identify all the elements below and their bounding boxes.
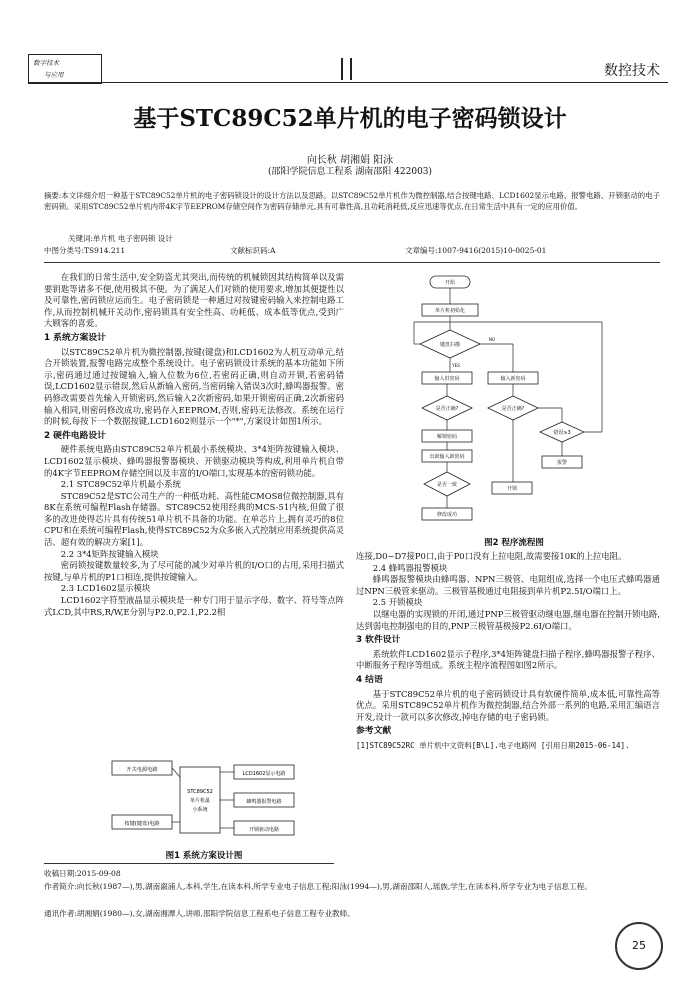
flow-start: 开始 (444, 280, 456, 286)
flow-yes: YES (452, 363, 460, 368)
section-paragraph: 基于STC89C52单片机的电子密码锁设计具有软硬件简单,成本低,可靠性高等优点。采用STC89C52单片机作为微控制器,结合外部一系列的电路,采用汇编语言开发,设计一款可以多次修改,掉电存储的电子密码锁。 (356, 688, 660, 722)
system-diagram (110, 757, 298, 845)
flow-unlock: 开锁 (506, 486, 518, 492)
subsection-heading: 2.1 STC89C52单片机最小系统 (60, 479, 181, 490)
flow-save: 修改成功 (436, 512, 458, 518)
section-paragraph: 密码锁按键数量较多,为了尽可能的减少对单片机的I/O口的占用,采用扫描式按键,与单片机的P1口相连,提供按键输入。 (44, 560, 344, 582)
unlock-label: 开锁驱动电路 (248, 827, 280, 833)
flow-input-pwd: 输入旧密码 (434, 376, 460, 382)
corresponding-author: 通讯作者:胡湘娟(1980—),女,湖南湘潭人,讲师,邵阳学院信息工程系电子信息工程专业教师。 (44, 909, 355, 918)
section-paragraph: 以继电器的实现锁的开闭,通过PNP三极管驱动继电器,继电器在控制开锁电路,达到弱电控制强电的目的,PNP三极管基极接P2.6I/O端口。 (356, 608, 660, 631)
section-title: 数控技术 (604, 63, 660, 79)
section-paragraph: 系统软件LCD1602显示子程序,3*4矩阵键盘扫描子程序,蜂鸣器报警子程序、中断服务子程序等组成。系统主程序流程图如图2所示。 (356, 648, 660, 671)
meta-rule (44, 262, 660, 263)
flow-pwd-ok-2: 是否正确? (501, 406, 525, 412)
buzzer-label: 蜂鸣器报警电路 (246, 799, 282, 805)
section-paragraph: 以STC89C52单片机为微控制器,按键(键盘)和LCD1602为人机互动单元,结合开锁装置,报警电路完成整个系统设计。电子密码锁设计系统的基本功能如下所示,密码通过通过按键输入,输入位数为6位,若密码正确,则自动开锁,若密码错误,LCD1602显示错误,然后从新输入密码,当密码输入错误3次时,蜂鸣器报警。密码修改需要首先输入开锁密码,然后输入2次新密码,如果开锁密码正确,2次新密码输入相同,则密码修改成功,密码存入EEPROM,否则,密码无法修改。系统在运行的时候,每按下一个数据按键,LCD1602则显示一个"*",方案设计如图1所示。 (44, 346, 344, 427)
received-date: 收稿日期:2015-09-08 (44, 869, 121, 878)
article-number: 文章编号:1007-9416(2015)10-0025-01 (405, 246, 547, 255)
subsection-heading: 2.3 LCD1602显示模块 (60, 583, 151, 594)
journal-logo-line1: 数字技术 (33, 59, 59, 67)
page-number: 25 (615, 922, 663, 970)
section-heading: 1 系统方案设计 (44, 332, 106, 343)
reference-item: [1]STC89C52RC 单片机中文资料[B\L].电子电路网 [引用日期2015-06-14]. (356, 740, 630, 750)
keypad-label: 按键(键盘)电路 (124, 821, 160, 827)
flow-count: 错误≥3 (553, 430, 571, 436)
program-flowchart (412, 272, 616, 530)
flow-init: 单片机初始化 (434, 308, 466, 314)
intro-paragraph: 在我们的日常生活中,安全防盗尤其突出,而传统的机械锁因其结构简单以及需要钥匙等诸多不便,使用极其不便。为了满足人们对锁的使用要求,增加其便捷性以及可靠性,密码锁应运而生。电子密码锁是一种通过对按键密码输入来控制电路工作,从而控制机械开关动作,密码锁具有安全性高、功耗低、成本低等优点,受到广大顾客的喜爱。 (44, 272, 344, 329)
section-paragraph: 蜂鸣器报警模块由蜂鸣器、NPN三极管、电阻组成,选择一个电压式蜂鸣器通过NPN三极管来驱动。三极管基极通过电阻接到单片机P2.5I/O端口上。 (356, 574, 660, 596)
flow-no: NO (488, 337, 496, 342)
figure-1-caption: 图1 系统方案设计图 (165, 851, 243, 861)
section-paragraph: LCD1602字符型液晶显示模块是一种专门用于显示字母、数字、符号等点阵式LCD,其中RS,R/W,E分别与P2.0,P2.1,P2.2相 (44, 595, 344, 617)
clc-number: 中图分类号:TS914.211 (44, 246, 126, 255)
subsection-heading: 2.5 开锁模块 (372, 597, 423, 608)
authors: 向长秋 胡湘娟 阳泳 (306, 155, 394, 166)
paper-title: 基于STC89C52单片机的电子密码锁设计 (133, 105, 567, 132)
mcu-label-3: 小系统 (192, 807, 208, 813)
section-heading: 3 软件设计 (356, 635, 401, 646)
author-bio: 作者简介:向长秋(1987—),男,湖南溆浦人,本科,学生,在读本科,所学专业电子信息工程;阳泳(1994—),男,湖南邵阳人,瑶族,学生,在读本科,所学专业为电子信息工程。 (44, 882, 592, 891)
left-column (44, 272, 344, 618)
footnote-rule (44, 863, 334, 864)
mcu-label-1: STC89C52 (187, 789, 213, 795)
keywords: 关键词:单片机 电子密码锁 设计 (68, 234, 173, 243)
header-rule (28, 82, 668, 83)
figure-2-caption: 图2 程序流程图 (484, 538, 544, 548)
subsection-heading: 2.2 3*4矩阵按键输入模块 (60, 548, 159, 559)
lcd-label: LCD1602显示电路 (242, 771, 286, 777)
document-code: 文献标识码:A (230, 246, 276, 255)
header-divider (350, 58, 352, 80)
continued-paragraph: 连接,D0~D7接P0口,由于P0口没有上拉电阻,故需要接10K的上拉电阻。 (356, 551, 627, 561)
flow-same: 是否一致 (436, 482, 458, 488)
section-paragraph: 硬件系统电路由STC89C52单片机最小系统模块、3*4矩阵按键输入模块、LCD1602显示模块、蜂鸣器报警器模块、开锁驱动模块等构成,利用单片机自带的4K字节EEPROM存储空间以及丰富的I/O端口,实现基本的密码锁功能。 (44, 444, 344, 478)
subsection-heading: 2.4 蜂鸣器报警模块 (372, 562, 448, 573)
header-divider (341, 58, 343, 80)
section-paragraph: STC89C52是STC公司生产的一种低功耗、高性能CMOS8位微控制器,具有8K在系统可编程Flash存储器。STC89C52使用经典的MCS-51内核,但做了很多的改进使得芯片具有传统51单片机不具备的功能。在单芯片上,拥有灵巧的8位CPU和在系统可编程Flash,使得STC89C52为众多嵌入式控制应用系统提供高灵活、超有效的解决方案[1]。 (44, 490, 344, 548)
flow-store: 出新输入新密码 (429, 454, 465, 460)
switch-label: 开关电源电路 (126, 767, 158, 773)
mcu-label-2: 单片机最 (189, 798, 211, 804)
journal-logo-line2: 与应用 (44, 71, 64, 79)
flow-input-new: 输入新密码 (500, 376, 526, 382)
flow-key-scan: 键盘扫描 (439, 342, 461, 348)
abstract: 摘要:本文详细介绍一种基于STC89C52单片机的电子密码锁设计的设计方法以及思路。以STC89C52单片机作为微控制器,结合按键电路、LCD1602显示电路、报警电路、开锁驱动的电子密码锁。采用STC89C52单片机内带4K字节EEPROM存储空间作为密码存储单元,具有可靠性高,且功耗消耗低,反应迅速等优点,在日常生活中具有一定的应用价值。 (44, 191, 660, 211)
section-heading: 2 硬件电路设计 (44, 430, 106, 441)
affiliation: (邵阳学院信息工程系 湖南邵阳 422003) (267, 167, 433, 177)
flow-unlock-dec: 解锁密码 (436, 434, 458, 440)
flow-pwd-ok: 是否正确? (435, 406, 459, 412)
section-heading: 4 结语 (356, 674, 383, 685)
references-heading: 参考文献 (356, 726, 392, 737)
flow-alarm: 报警 (556, 460, 568, 466)
right-column (356, 551, 660, 751)
